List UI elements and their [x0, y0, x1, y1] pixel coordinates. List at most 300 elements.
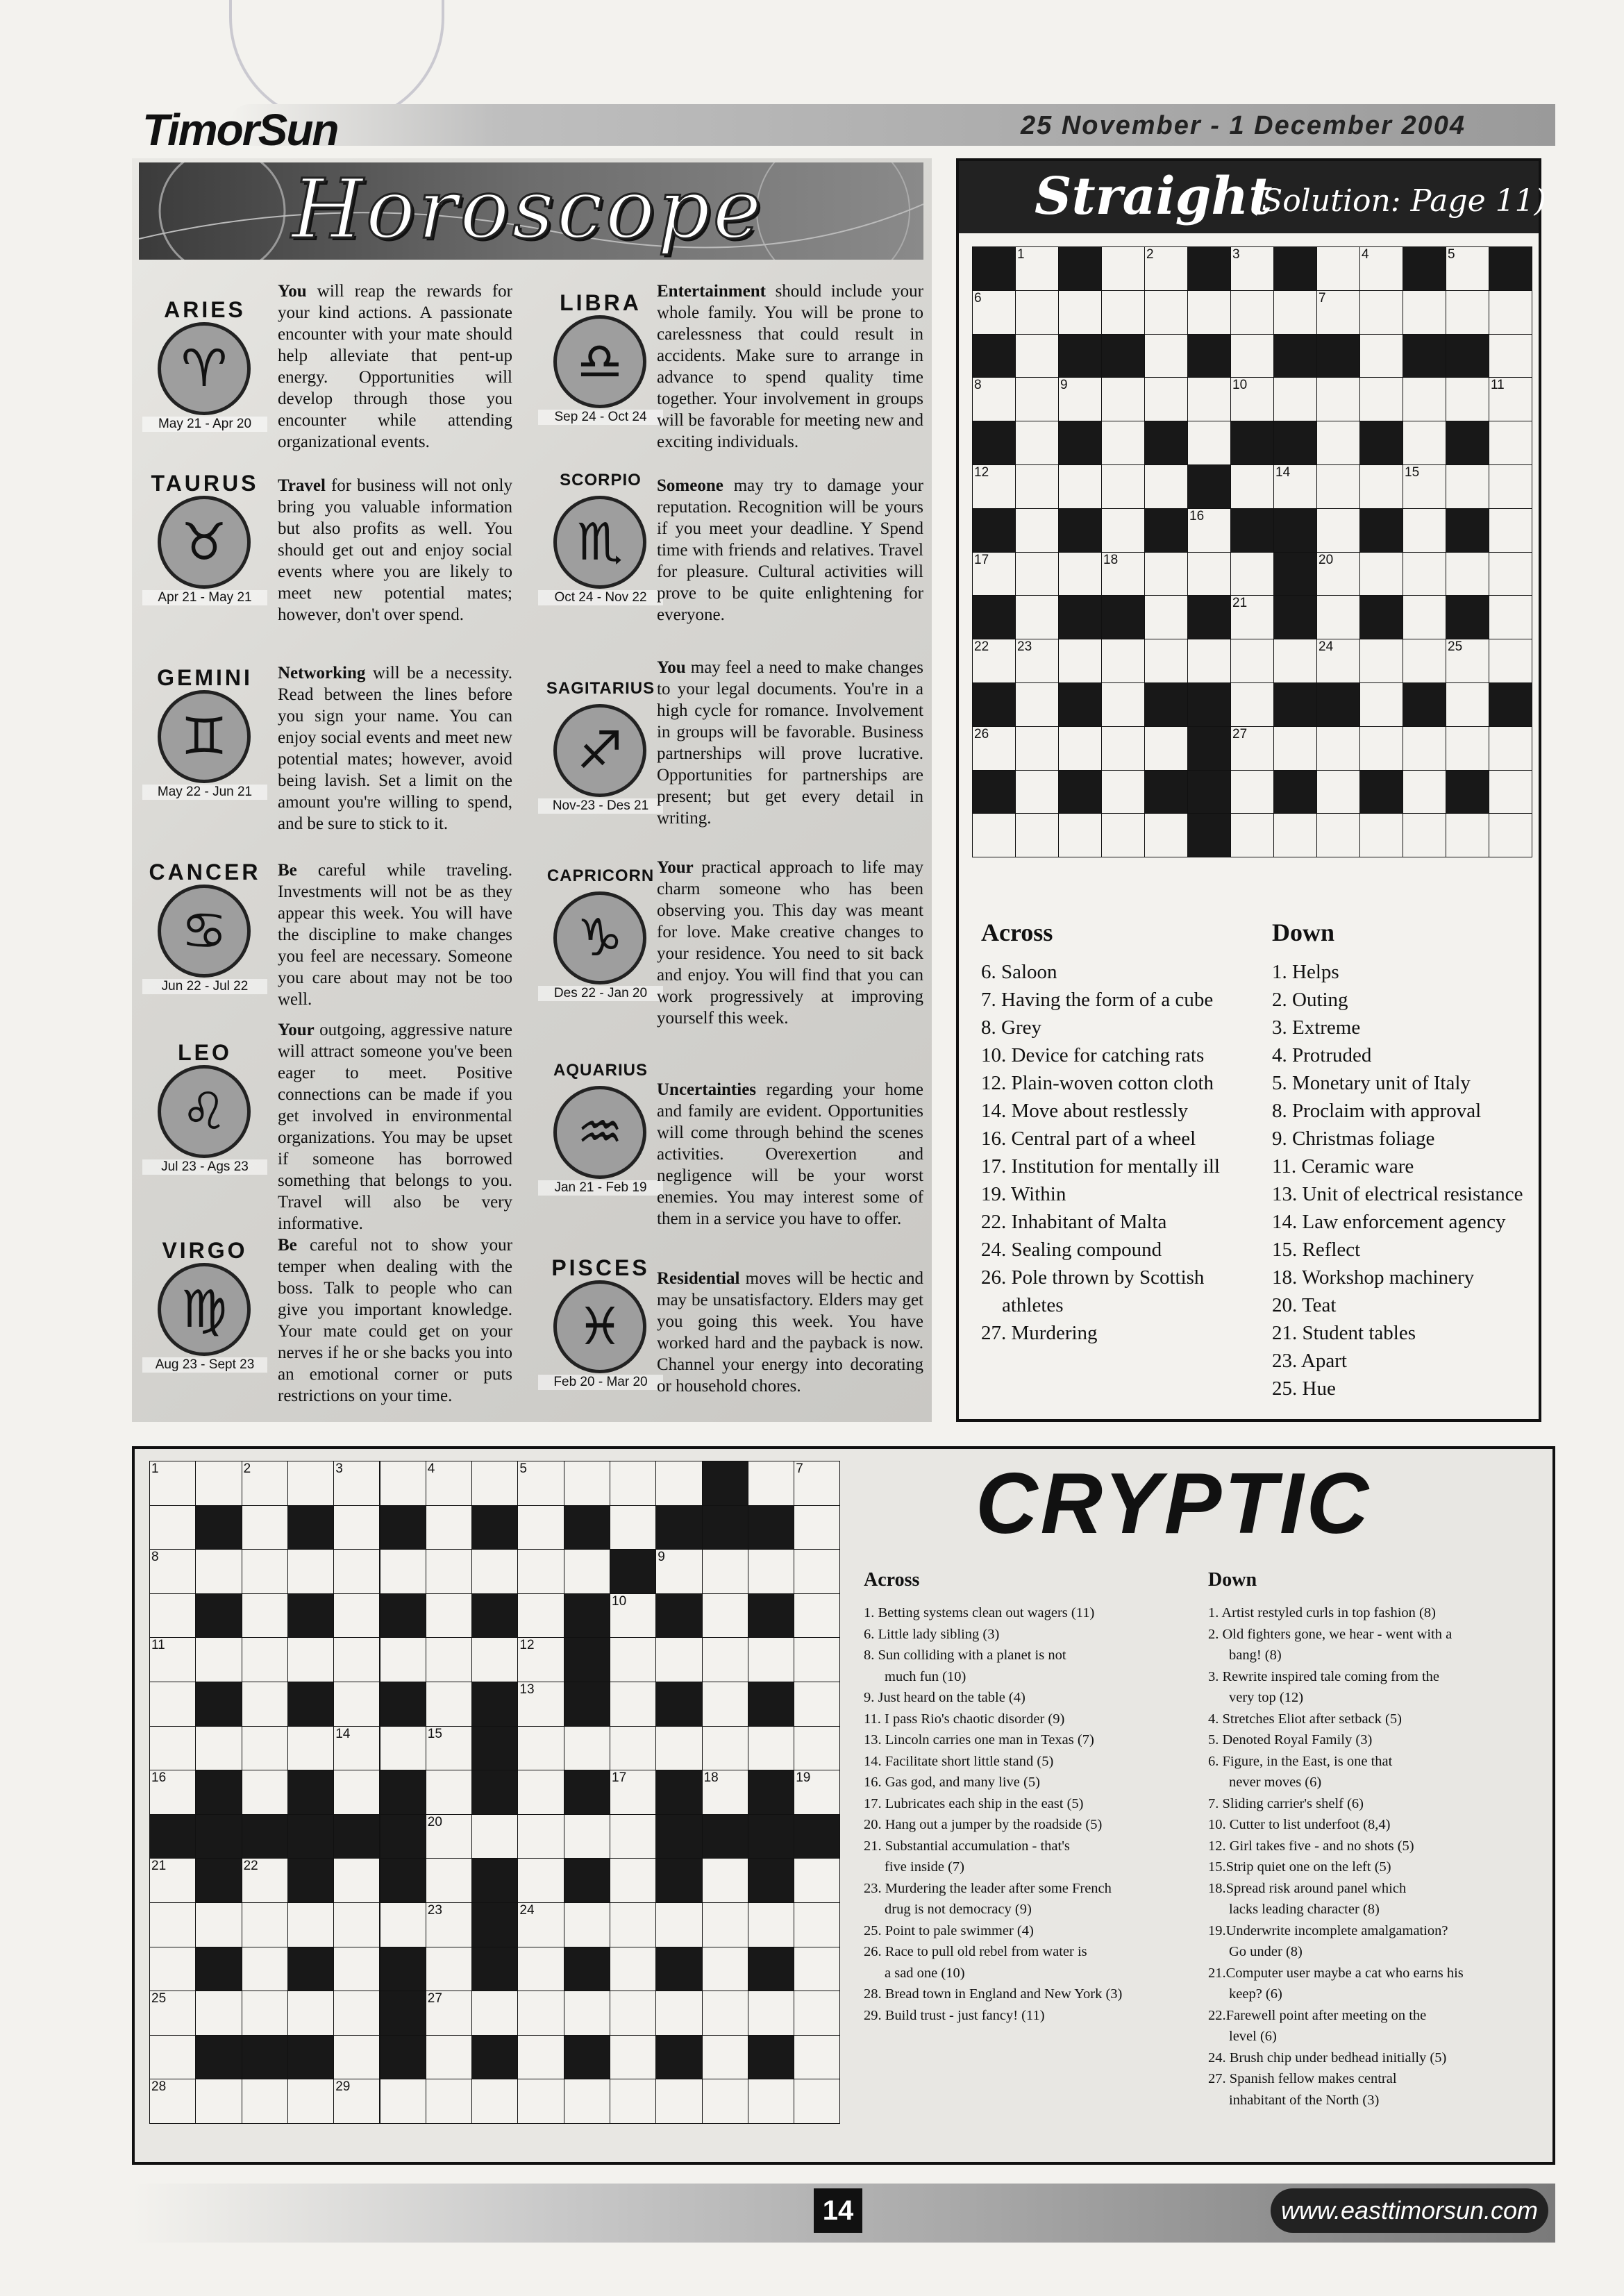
cryptic-cell[interactable]: [426, 2079, 472, 2124]
cryptic-cell[interactable]: [517, 1461, 564, 1506]
cryptic-cell[interactable]: [287, 1549, 334, 1594]
cryptic-cell[interactable]: [471, 1637, 518, 1682]
straight-cell: [1359, 595, 1403, 639]
straight-cell[interactable]: [1015, 726, 1059, 771]
straight-cell[interactable]: [1015, 595, 1059, 639]
straight-cell[interactable]: [1015, 639, 1059, 683]
straight-cell[interactable]: [1187, 421, 1231, 465]
cryptic-cell[interactable]: [517, 1549, 564, 1594]
straight-cell[interactable]: [1058, 377, 1102, 421]
straight-cell[interactable]: [1058, 726, 1102, 771]
straight-cell[interactable]: [1489, 770, 1532, 814]
straight-cell: [1273, 421, 1317, 465]
straight-cell[interactable]: [1144, 334, 1188, 378]
cryptic-cell[interactable]: [333, 1461, 380, 1506]
cryptic-cell[interactable]: [426, 1814, 472, 1859]
straight-cell[interactable]: [1273, 813, 1317, 857]
straight-cell[interactable]: [1015, 246, 1059, 291]
straight-cell[interactable]: [1101, 290, 1145, 335]
cryptic-cell[interactable]: [610, 1770, 656, 1815]
straight-cell[interactable]: [1144, 595, 1188, 639]
cryptic-cell[interactable]: [517, 1902, 564, 1947]
cryptic-cell[interactable]: [794, 1726, 840, 1771]
cryptic-cell[interactable]: [287, 1726, 334, 1771]
straight-cell[interactable]: [1230, 246, 1274, 291]
cryptic-cell[interactable]: [702, 1549, 748, 1594]
cryptic-cell[interactable]: [287, 2079, 334, 2124]
cryptic-cell[interactable]: [426, 2035, 472, 2080]
cryptic-cell[interactable]: [149, 1770, 196, 1815]
straight-cell[interactable]: [1144, 552, 1188, 596]
cryptic-cell[interactable]: [517, 1991, 564, 2036]
cryptic-cell[interactable]: [149, 1726, 196, 1771]
cryptic-cell[interactable]: [333, 1726, 380, 1771]
straight-cell[interactable]: [1187, 290, 1231, 335]
cryptic-cell[interactable]: [610, 1682, 656, 1727]
straight-cell[interactable]: [1101, 639, 1145, 683]
straight-cell[interactable]: [972, 639, 1016, 683]
cryptic-cell[interactable]: [195, 1991, 242, 2036]
cryptic-cell[interactable]: [471, 1461, 518, 1506]
issue-date: 25 November - 1 December 2004: [1021, 111, 1466, 140]
cryptic-cell[interactable]: [149, 1682, 196, 1727]
straight-cell[interactable]: [1230, 639, 1274, 683]
cryptic-cell[interactable]: [655, 1902, 702, 1947]
straight-cell[interactable]: [1489, 334, 1532, 378]
cryptic-cell[interactable]: [149, 2035, 196, 2080]
cryptic-cell[interactable]: [655, 2079, 702, 2124]
straight-cell[interactable]: [1015, 682, 1059, 727]
straight-cell[interactable]: [1144, 639, 1188, 683]
straight-cell[interactable]: [1101, 682, 1145, 727]
cryptic-cell[interactable]: [748, 1637, 794, 1682]
straight-cell[interactable]: [1230, 770, 1274, 814]
cryptic-cell[interactable]: [702, 1770, 748, 1815]
straight-cell[interactable]: [972, 552, 1016, 596]
straight-cell[interactable]: [1403, 595, 1446, 639]
cryptic-cell[interactable]: [748, 2079, 794, 2124]
cryptic-cell[interactable]: [242, 1549, 288, 1594]
cryptic-clue-number: 29: [335, 2079, 351, 2095]
cryptic-cell[interactable]: [610, 1947, 656, 1992]
cryptic-cell[interactable]: [564, 1991, 610, 2036]
cryptic-cell[interactable]: [426, 1593, 472, 1639]
cryptic-cell[interactable]: [333, 2079, 380, 2124]
cryptic-cell[interactable]: [564, 1461, 610, 1506]
cryptic-cell[interactable]: [287, 1461, 334, 1506]
cryptic-cell[interactable]: [287, 1637, 334, 1682]
straight-cell[interactable]: [1316, 552, 1360, 596]
straight-cell[interactable]: [1058, 464, 1102, 509]
cryptic-cell[interactable]: [426, 1637, 472, 1682]
straight-cell[interactable]: [1316, 508, 1360, 553]
cryptic-cell[interactable]: [333, 1637, 380, 1682]
cryptic-cell[interactable]: [380, 1726, 426, 1771]
straight-cell[interactable]: [1403, 464, 1446, 509]
cryptic-cell[interactable]: [149, 2079, 196, 2124]
straight-cell[interactable]: [1230, 552, 1274, 596]
straight-cell[interactable]: [1446, 813, 1489, 857]
cryptic-cell[interactable]: [471, 1549, 518, 1594]
cryptic-cell[interactable]: [564, 2079, 610, 2124]
cryptic-cell[interactable]: [471, 1814, 518, 1859]
cryptic-cell[interactable]: [380, 1549, 426, 1594]
straight-cell[interactable]: [1403, 377, 1446, 421]
cryptic-cell[interactable]: [149, 1991, 196, 2036]
straight-cell[interactable]: [1316, 246, 1360, 291]
cryptic-cell[interactable]: [610, 1991, 656, 2036]
cryptic-cell[interactable]: [702, 1902, 748, 1947]
cryptic-cell[interactable]: [426, 1947, 472, 1992]
straight-cell[interactable]: [1273, 639, 1317, 683]
cryptic-cell[interactable]: [287, 1902, 334, 1947]
cryptic-cell[interactable]: [149, 1637, 196, 1682]
cryptic-cell[interactable]: [242, 1461, 288, 1506]
cryptic-cell[interactable]: [471, 2079, 518, 2124]
cryptic-cell[interactable]: [426, 1505, 472, 1550]
straight-cell[interactable]: [1446, 290, 1489, 335]
cryptic-cell[interactable]: [794, 1593, 840, 1639]
cryptic-cell[interactable]: [426, 1549, 472, 1594]
straight-cell[interactable]: [1015, 377, 1059, 421]
cryptic-cell[interactable]: [794, 1637, 840, 1682]
straight-cell: [1101, 334, 1145, 378]
cryptic-cell[interactable]: [610, 1858, 656, 1903]
cryptic-cell[interactable]: [748, 1902, 794, 1947]
cryptic-cell[interactable]: [242, 1593, 288, 1639]
straight-cell[interactable]: [1101, 508, 1145, 553]
cryptic-cell[interactable]: [426, 1461, 472, 1506]
straight-cell[interactable]: [1273, 290, 1317, 335]
cryptic-cell[interactable]: [195, 1549, 242, 1594]
straight-cell[interactable]: [1015, 421, 1059, 465]
cryptic-cell[interactable]: [702, 1991, 748, 2036]
straight-cell[interactable]: [1316, 595, 1360, 639]
cryptic-cell[interactable]: [517, 1770, 564, 1815]
cryptic-cell[interactable]: [426, 1726, 472, 1771]
straight-cell[interactable]: [1015, 290, 1059, 335]
cryptic-cell[interactable]: [242, 1726, 288, 1771]
cryptic-cell[interactable]: [517, 1814, 564, 1859]
straight-cell[interactable]: [1403, 421, 1446, 465]
cryptic-cell[interactable]: [242, 1505, 288, 1550]
straight-cell[interactable]: [972, 290, 1016, 335]
straight-cell[interactable]: [1273, 377, 1317, 421]
cryptic-cell[interactable]: [702, 1682, 748, 1727]
straight-cell[interactable]: [1316, 464, 1360, 509]
straight-cell[interactable]: [1403, 508, 1446, 553]
straight-cell[interactable]: [1316, 639, 1360, 683]
straight-cell[interactable]: [1403, 726, 1446, 771]
straight-cell[interactable]: [1489, 290, 1532, 335]
straight-cell[interactable]: [1403, 290, 1446, 335]
cryptic-cell[interactable]: [242, 2079, 288, 2124]
straight-cell[interactable]: [1101, 813, 1145, 857]
straight-cell[interactable]: [1403, 639, 1446, 683]
cryptic-cell[interactable]: [426, 1902, 472, 1947]
cryptic-cell[interactable]: [333, 1593, 380, 1639]
straight-cell[interactable]: [1446, 246, 1489, 291]
cryptic-cell[interactable]: [149, 1549, 196, 1594]
cryptic-cell[interactable]: [702, 1593, 748, 1639]
straight-cell[interactable]: [1359, 639, 1403, 683]
cryptic-cell[interactable]: [610, 1902, 656, 1947]
straight-cell[interactable]: [1359, 726, 1403, 771]
cryptic-cell[interactable]: [610, 1461, 656, 1506]
cryptic-cell[interactable]: [517, 2079, 564, 2124]
straight-cell[interactable]: [1015, 508, 1059, 553]
cryptic-cell[interactable]: [149, 1593, 196, 1639]
straight-cell[interactable]: [1058, 639, 1102, 683]
straight-cell[interactable]: [1359, 290, 1403, 335]
cryptic-cell[interactable]: [380, 1902, 426, 1947]
cryptic-cell[interactable]: [610, 2079, 656, 2124]
cryptic-cell[interactable]: [333, 1682, 380, 1727]
cryptic-cell[interactable]: [655, 1726, 702, 1771]
straight-cell[interactable]: [1230, 726, 1274, 771]
straight-cell[interactable]: [1489, 552, 1532, 596]
straight-cell[interactable]: [1187, 552, 1231, 596]
cryptic-cell[interactable]: [517, 1682, 564, 1727]
straight-cell[interactable]: [1489, 595, 1532, 639]
page-number: 14: [814, 2188, 862, 2233]
cryptic-cell[interactable]: [564, 1549, 610, 1594]
cryptic-cell[interactable]: [426, 1770, 472, 1815]
cryptic-cell[interactable]: [794, 2079, 840, 2124]
straight-cell[interactable]: [1359, 246, 1403, 291]
cryptic-cell[interactable]: [748, 1461, 794, 1506]
straight-cell[interactable]: [1446, 639, 1489, 683]
cryptic-cell[interactable]: [748, 1726, 794, 1771]
straight-cell[interactable]: [1359, 464, 1403, 509]
cryptic-cell[interactable]: [517, 1505, 564, 1550]
cryptic-cell[interactable]: [517, 1858, 564, 1903]
cryptic-cell[interactable]: [702, 1637, 748, 1682]
cryptic-cell[interactable]: [564, 1902, 610, 1947]
straight-cell[interactable]: [1015, 552, 1059, 596]
straight-cell[interactable]: [1144, 246, 1188, 291]
cryptic-cell[interactable]: [149, 1858, 196, 1903]
straight-cell[interactable]: [1489, 377, 1532, 421]
cryptic-cell[interactable]: [471, 1991, 518, 2036]
cryptic-cell[interactable]: [242, 1858, 288, 1903]
cryptic-cell[interactable]: [333, 1770, 380, 1815]
cryptic-cell[interactable]: [195, 1637, 242, 1682]
straight-cell[interactable]: [1015, 334, 1059, 378]
cryptic-cell[interactable]: [702, 1858, 748, 1903]
cryptic-cell[interactable]: [794, 1991, 840, 2036]
straight-cell[interactable]: [1101, 421, 1145, 465]
straight-cell[interactable]: [1230, 334, 1274, 378]
straight-cell[interactable]: [1359, 813, 1403, 857]
cryptic-cell[interactable]: [149, 1505, 196, 1550]
cryptic-cell[interactable]: [242, 1770, 288, 1815]
straight-cell[interactable]: [1015, 464, 1059, 509]
straight-cell[interactable]: [1403, 552, 1446, 596]
cryptic-cell[interactable]: [333, 1505, 380, 1550]
straight-cell[interactable]: [1359, 552, 1403, 596]
fish-icon-glyph: ♓: [576, 1297, 623, 1357]
straight-cell: [1446, 595, 1489, 639]
straight-cell[interactable]: [1101, 770, 1145, 814]
straight-cell[interactable]: [1187, 639, 1231, 683]
cryptic-cell[interactable]: [794, 1549, 840, 1594]
straight-cell[interactable]: [1101, 726, 1145, 771]
cryptic-cell[interactable]: [564, 1814, 610, 1859]
straight-cell[interactable]: [1489, 639, 1532, 683]
straight-cell[interactable]: [1489, 508, 1532, 553]
cryptic-cell[interactable]: [287, 1991, 334, 2036]
straight-cell[interactable]: [1489, 421, 1532, 465]
straight-clue-number: 24: [1319, 639, 1334, 655]
straight-cell[interactable]: [1187, 377, 1231, 421]
straight-cell[interactable]: [972, 726, 1016, 771]
straight-cell[interactable]: [1058, 813, 1102, 857]
cryptic-cell[interactable]: [517, 1726, 564, 1771]
straight-cell[interactable]: [1230, 464, 1274, 509]
cryptic-cell[interactable]: [702, 1947, 748, 1992]
cryptic-cell[interactable]: [242, 1947, 288, 1992]
cryptic-cell[interactable]: [333, 1991, 380, 2036]
straight-cell[interactable]: [1101, 552, 1145, 596]
cryptic-cell[interactable]: [426, 1991, 472, 2036]
straight-cell[interactable]: [1101, 464, 1145, 509]
cryptic-cell[interactable]: [149, 1461, 196, 1506]
cryptic-cell[interactable]: [517, 1593, 564, 1639]
straight-cell[interactable]: [1144, 813, 1188, 857]
cryptic-cell[interactable]: [702, 1726, 748, 1771]
straight-cell[interactable]: [1015, 813, 1059, 857]
cryptic-cell[interactable]: [794, 1902, 840, 1947]
straight-cell[interactable]: [1359, 682, 1403, 727]
straight-cell: [1489, 246, 1532, 291]
cryptic-cell[interactable]: [242, 1991, 288, 2036]
straight-cell[interactable]: [1101, 246, 1145, 291]
cryptic-cell[interactable]: [794, 2035, 840, 2080]
straight-cell[interactable]: [1446, 682, 1489, 727]
cryptic-cell[interactable]: [702, 2035, 748, 2080]
cryptic-cell[interactable]: [195, 1726, 242, 1771]
cryptic-cell[interactable]: [426, 1682, 472, 1727]
cryptic-cell[interactable]: [517, 1947, 564, 1992]
straight-cell[interactable]: [1446, 464, 1489, 509]
cryptic-cell[interactable]: [333, 1947, 380, 1992]
straight-cell[interactable]: [1144, 726, 1188, 771]
straight-cell[interactable]: [1489, 813, 1532, 857]
cryptic-cell[interactable]: [794, 1947, 840, 1992]
cryptic-cell[interactable]: [610, 1505, 656, 1550]
straight-cell[interactable]: [1230, 377, 1274, 421]
cryptic-cell[interactable]: [242, 1682, 288, 1727]
cryptic-cell[interactable]: [242, 1902, 288, 1947]
straight-cell[interactable]: [1316, 770, 1360, 814]
cryptic-cell[interactable]: [655, 1637, 702, 1682]
straight-cell[interactable]: [1446, 726, 1489, 771]
cryptic-cell[interactable]: [794, 1770, 840, 1815]
straight-cell[interactable]: [1446, 552, 1489, 596]
cryptic-cell[interactable]: [426, 1858, 472, 1903]
straight-cell[interactable]: [1230, 682, 1274, 727]
cryptic-cell[interactable]: [564, 1726, 610, 1771]
cryptic-cell[interactable]: [195, 1461, 242, 1506]
website-link[interactable]: www.easttimorsun.com: [1271, 2188, 1548, 2233]
straight-cell[interactable]: [1403, 813, 1446, 857]
cryptic-cell[interactable]: [333, 1549, 380, 1594]
cryptic-cell[interactable]: [794, 1505, 840, 1550]
straight-cell[interactable]: [1230, 290, 1274, 335]
straight-cell[interactable]: [1489, 726, 1532, 771]
cryptic-cell[interactable]: [655, 1549, 702, 1594]
cryptic-cell[interactable]: [794, 1682, 840, 1727]
straight-cell[interactable]: [1058, 552, 1102, 596]
cryptic-cell[interactable]: [517, 2035, 564, 2080]
straight-cell[interactable]: [1446, 377, 1489, 421]
straight-cell[interactable]: [1187, 508, 1231, 553]
cryptic-cell[interactable]: [195, 2079, 242, 2124]
sign-body: careful while traveling. Investments will not be as they appear this week. You will have the discipline to make changes you feel are necessary. Someone you care about may not be too well.: [278, 861, 512, 1009]
straight-cell[interactable]: [1359, 334, 1403, 378]
cryptic-cell[interactable]: [655, 1461, 702, 1506]
sign-dates: Sep 24 - Oct 24: [538, 410, 663, 425]
cryptic-cell[interactable]: [380, 1461, 426, 1506]
straight-cell[interactable]: [1058, 290, 1102, 335]
straight-cell[interactable]: [1359, 377, 1403, 421]
cryptic-cell[interactable]: [610, 1814, 656, 1859]
cryptic-cell[interactable]: [380, 2079, 426, 2124]
straight-cell[interactable]: [1316, 421, 1360, 465]
cryptic-cell[interactable]: [610, 2035, 656, 2080]
straight-cell[interactable]: [1144, 464, 1188, 509]
straight-cell[interactable]: [972, 464, 1016, 509]
cryptic-cell[interactable]: [655, 1991, 702, 2036]
straight-cell[interactable]: [1230, 595, 1274, 639]
straight-cell[interactable]: [1316, 290, 1360, 335]
cryptic-cell[interactable]: [748, 1991, 794, 2036]
cryptic-cell: [287, 1947, 334, 1992]
straight-cell[interactable]: [1403, 770, 1446, 814]
cryptic-cell[interactable]: [610, 1593, 656, 1639]
cryptic-cell[interactable]: [242, 1637, 288, 1682]
straight-cell[interactable]: [1144, 290, 1188, 335]
cryptic-cell[interactable]: [333, 2035, 380, 2080]
cryptic-cell[interactable]: [702, 2079, 748, 2124]
cryptic-cell[interactable]: [149, 1947, 196, 1992]
straight-cell[interactable]: [1144, 377, 1188, 421]
straight-cell[interactable]: [972, 377, 1016, 421]
straight-cell[interactable]: [1101, 377, 1145, 421]
straight-cell[interactable]: [1273, 726, 1317, 771]
straight-cell[interactable]: [1230, 813, 1274, 857]
cryptic-cell[interactable]: [610, 1637, 656, 1682]
cryptic-cell[interactable]: [195, 1902, 242, 1947]
cryptic-cell[interactable]: [333, 1902, 380, 1947]
straight-cell[interactable]: [1015, 770, 1059, 814]
cryptic-cell[interactable]: [517, 1637, 564, 1682]
cryptic-cell[interactable]: [748, 1549, 794, 1594]
straight-cell[interactable]: [1316, 377, 1360, 421]
cryptic-cell[interactable]: [794, 1858, 840, 1903]
cryptic-cell[interactable]: [794, 1461, 840, 1506]
cryptic-cell[interactable]: [610, 1726, 656, 1771]
cryptic-cell[interactable]: [380, 1637, 426, 1682]
straight-cell[interactable]: [1489, 464, 1532, 509]
cryptic-cell[interactable]: [333, 1858, 380, 1903]
straight-cell[interactable]: [972, 813, 1016, 857]
straight-cell[interactable]: [1316, 726, 1360, 771]
cryptic-cell[interactable]: [149, 1902, 196, 1947]
straight-cell[interactable]: [1316, 813, 1360, 857]
straight-cell[interactable]: [1273, 464, 1317, 509]
